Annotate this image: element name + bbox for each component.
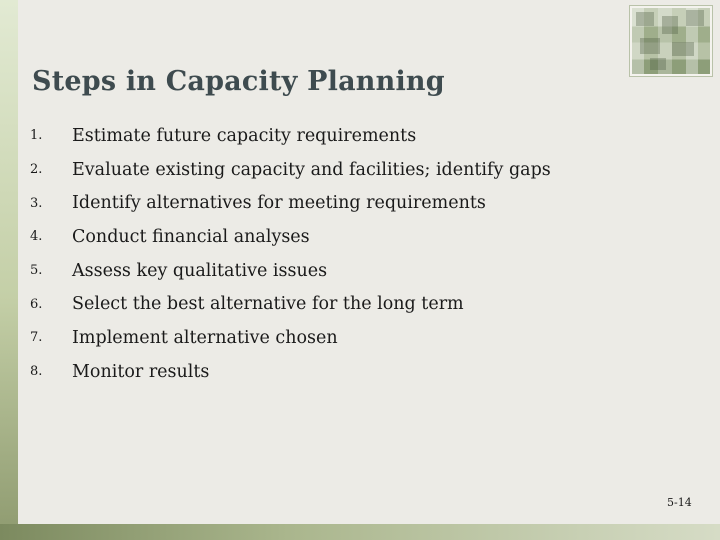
step-text: Assess key qualitative issues [72, 260, 328, 281]
step-item [30, 153, 551, 187]
step-number: 6. [30, 296, 43, 312]
step-number: 7. [30, 330, 43, 346]
step-number: 2. [30, 162, 43, 178]
step-item [30, 220, 551, 254]
step-number: 5. [30, 263, 43, 279]
step-number: 8. [30, 364, 43, 380]
step-item [30, 321, 551, 355]
step-item [30, 287, 551, 321]
step-text: Evaluate existing capacity and facilities; identify gaps [72, 159, 551, 180]
collage-tile [672, 42, 694, 56]
photo-collage-image [630, 6, 712, 76]
collage-tile [636, 12, 654, 26]
step-item [30, 254, 551, 288]
collage-tile [662, 16, 678, 34]
collage-tile [650, 58, 666, 70]
step-number: 1. [30, 128, 43, 144]
step-item [30, 355, 551, 389]
steps-list [30, 119, 551, 389]
slide-title: Steps in Capacity Planning [32, 66, 445, 97]
step-number: 4. [30, 229, 43, 245]
step-number: 3. [30, 195, 43, 211]
bottom-decorative-border [0, 524, 720, 540]
step-text: Estimate future capacity requirements [72, 125, 417, 146]
step-text: Select the best alternative for the long term [72, 294, 464, 315]
collage-tile [686, 10, 704, 26]
step-text: Implement alternative chosen [72, 327, 338, 348]
left-decorative-border [0, 0, 18, 540]
step-text: Identify alternatives for meeting requirements [72, 193, 486, 214]
step-text: Conduct financial analyses [72, 226, 310, 247]
page-number: 5-14 [667, 496, 692, 509]
step-text: Monitor results [72, 361, 210, 382]
collage-tile [640, 38, 660, 54]
step-item [30, 186, 551, 220]
step-item [30, 119, 551, 153]
